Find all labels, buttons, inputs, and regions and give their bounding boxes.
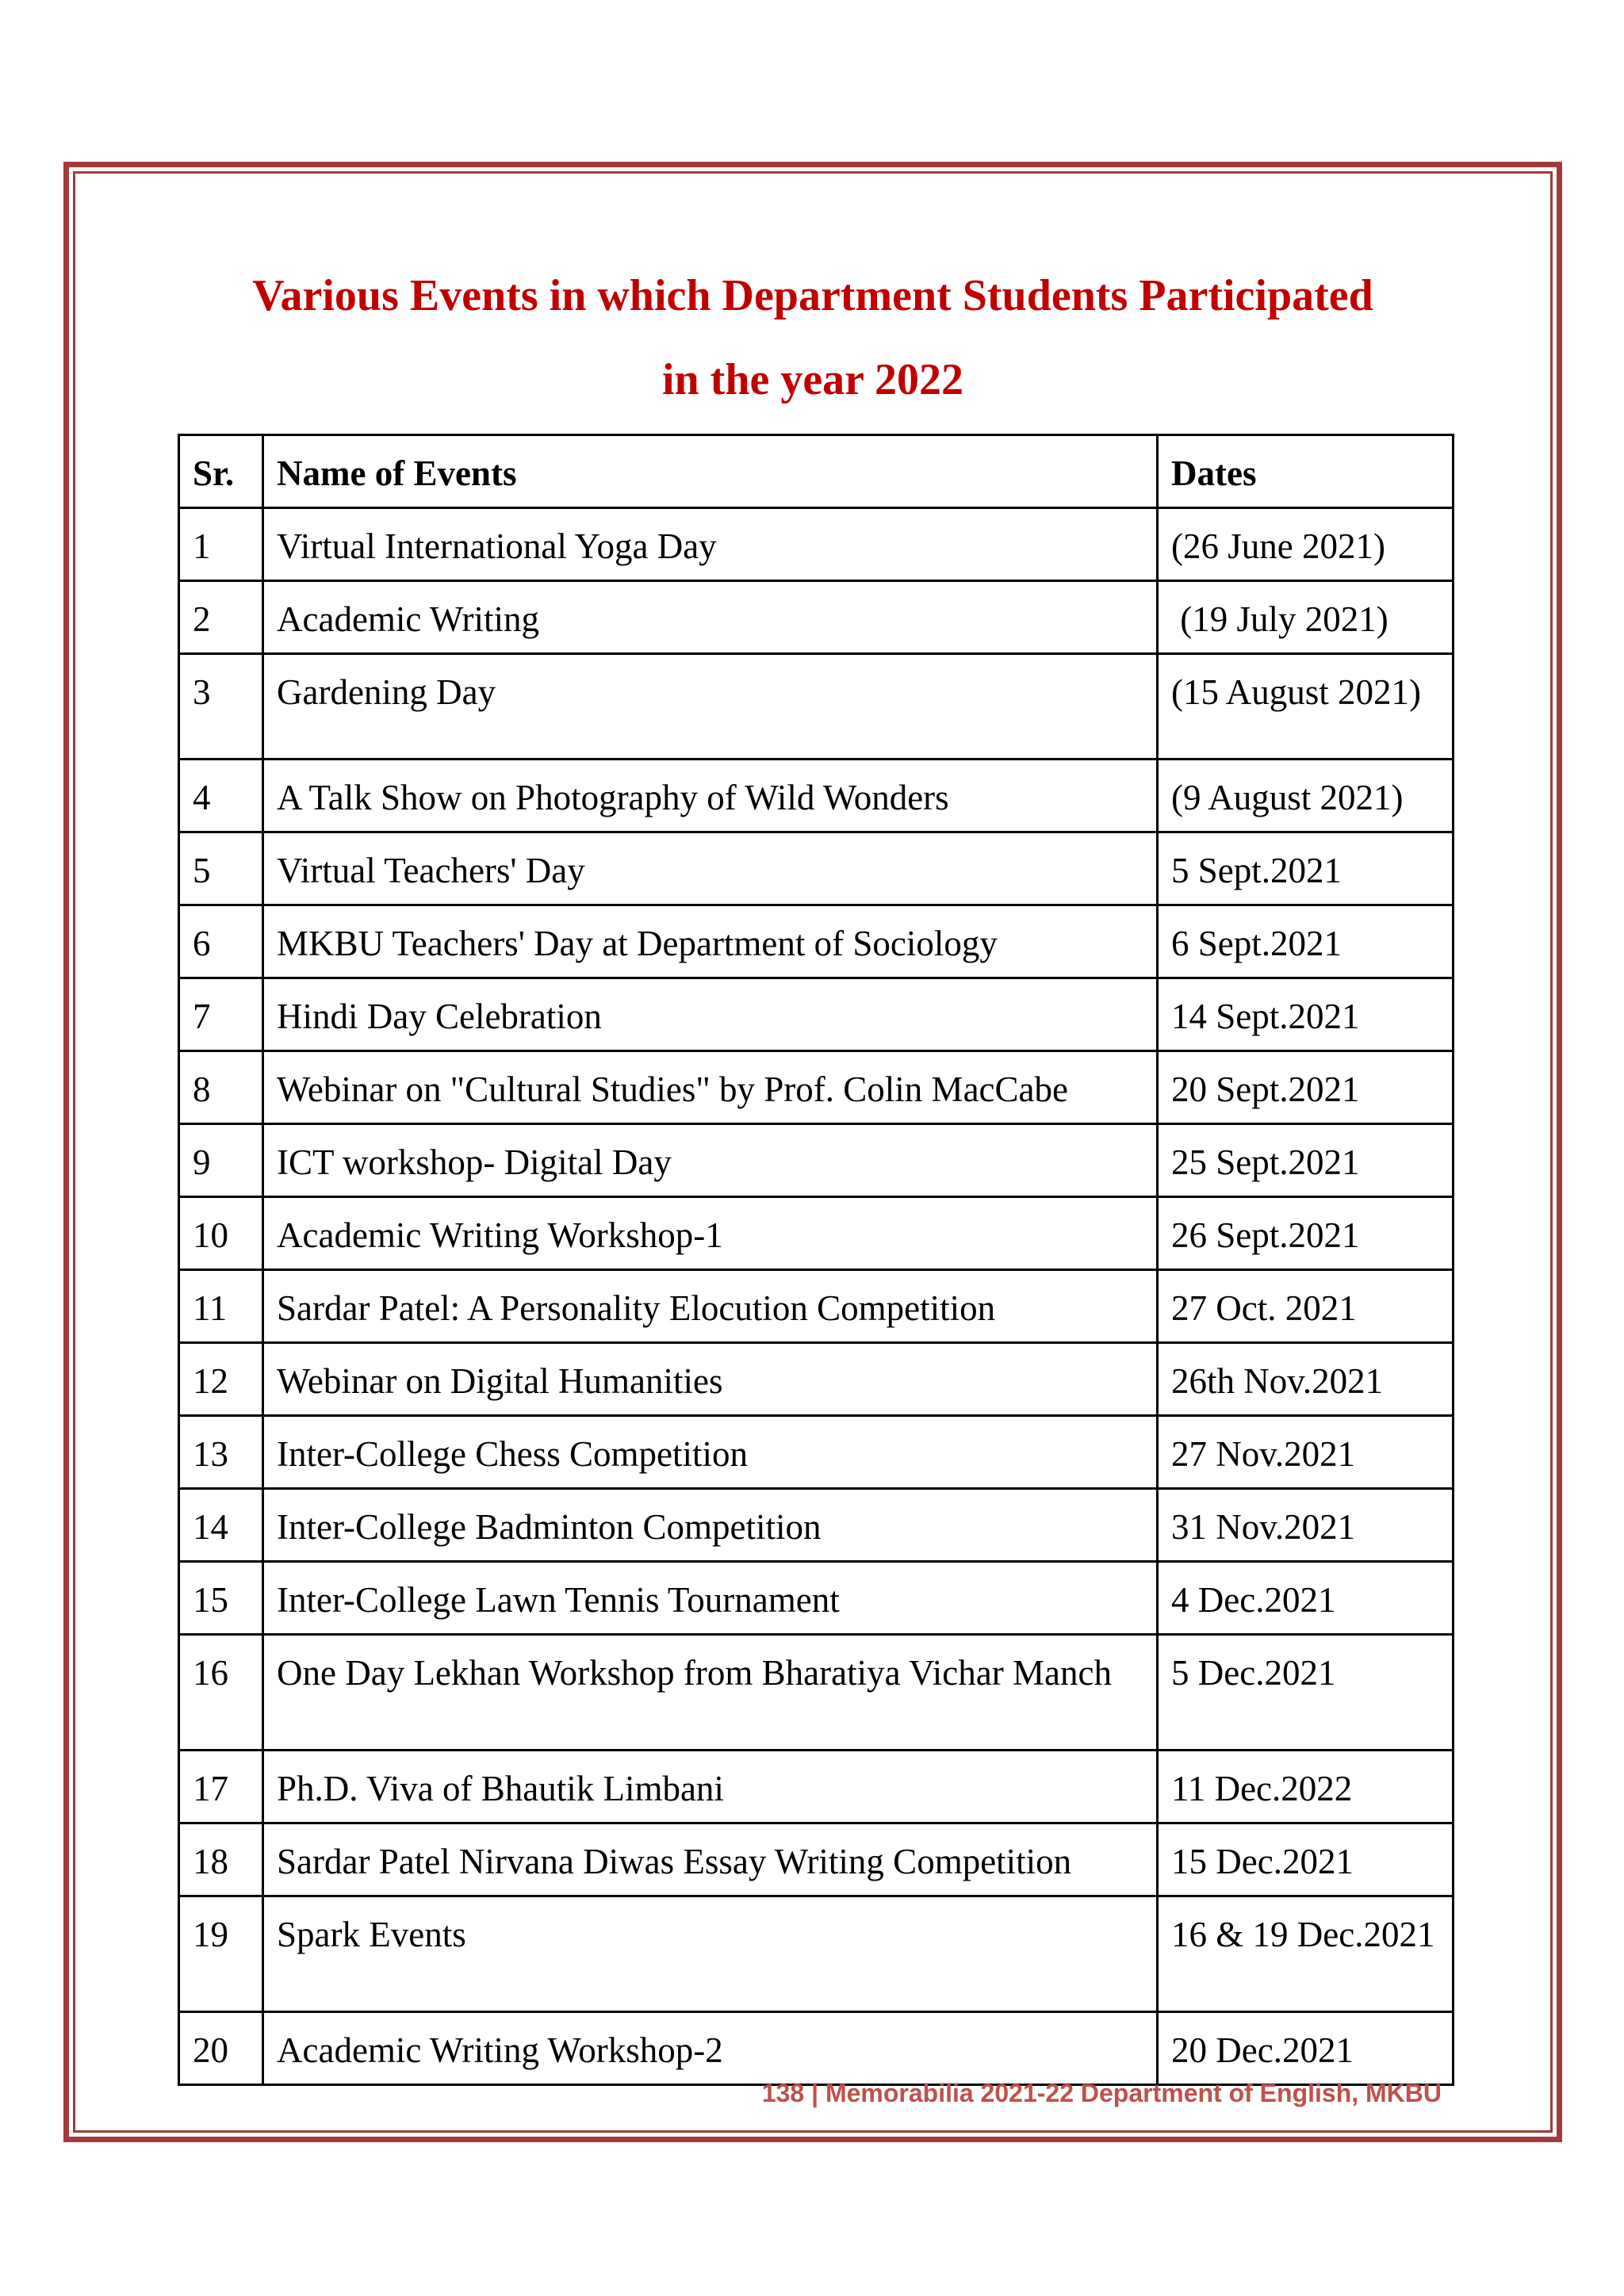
table-row <box>179 508 1454 581</box>
cell-event-name: Academic Writing Workshop-1 <box>263 1197 1158 1270</box>
table-row <box>179 654 1454 760</box>
cell-event-name: Sardar Patel: A Personality Elocution Competition <box>263 1270 1158 1343</box>
table-row <box>179 760 1454 832</box>
cell-event-name: MKBU Teachers' Day at Department of Sociology <box>263 905 1158 978</box>
cell-sr: 19 <box>179 1896 263 2012</box>
cell-event-name: One Day Lekhan Workshop from Bharatiya Vichar Manch <box>263 1635 1158 1751</box>
table-row <box>179 2012 1454 2085</box>
cell-date: 15 Dec.2021 <box>1158 1823 1454 1896</box>
cell-sr: 3 <box>179 654 263 760</box>
cell-sr: 15 <box>179 1562 263 1635</box>
cell-date: 5 Sept.2021 <box>1158 832 1454 905</box>
cell-date: 20 Dec.2021 <box>1158 2012 1454 2085</box>
cell-sr: 16 <box>179 1635 263 1751</box>
table-row <box>179 1124 1454 1197</box>
table-row <box>179 1562 1454 1635</box>
table-row <box>179 1823 1454 1896</box>
cell-sr: 20 <box>179 2012 263 2085</box>
cell-sr: 10 <box>179 1197 263 1270</box>
page-title-line-2: in the year 2022 <box>661 355 964 404</box>
table-row <box>179 1197 1454 1270</box>
cell-date: 16 & 19 Dec.2021 <box>1158 1896 1454 2012</box>
cell-date: 25 Sept.2021 <box>1158 1124 1454 1197</box>
cell-event-name: Inter-College Lawn Tennis Tournament <box>263 1562 1158 1635</box>
cell-sr: 9 <box>179 1124 263 1197</box>
cell-event-name: Gardening Day <box>263 654 1158 760</box>
table-header-row <box>179 435 1454 508</box>
cell-date: 11 Dec.2022 <box>1158 1751 1454 1823</box>
cell-date: 5 Dec.2021 <box>1158 1635 1454 1751</box>
cell-sr: 14 <box>179 1489 263 1562</box>
cell-sr: 12 <box>179 1343 263 1416</box>
cell-date: 31 Nov.2021 <box>1158 1489 1454 1562</box>
cell-event-name: Academic Writing Workshop-2 <box>263 2012 1158 2085</box>
header-dates: Dates <box>1158 435 1454 508</box>
cell-date: (9 August 2021) <box>1158 760 1454 832</box>
cell-event-name: Virtual International Yoga Day <box>263 508 1158 581</box>
cell-event-name: Hindi Day Celebration <box>263 978 1158 1051</box>
cell-event-name: A Talk Show on Photography of Wild Wonders <box>263 760 1158 832</box>
cell-event-name: Academic Writing <box>263 581 1158 654</box>
table-row <box>179 1051 1454 1124</box>
cell-date: 6 Sept.2021 <box>1158 905 1454 978</box>
cell-sr: 8 <box>179 1051 263 1124</box>
cell-event-name: Webinar on "Cultural Studies" by Prof. Colin MacCabe <box>263 1051 1158 1124</box>
cell-date: 27 Oct. 2021 <box>1158 1270 1454 1343</box>
page-footer: 138 | Memorabilia 2021-22 Department of English, MKBU <box>761 2079 1442 2107</box>
events-table <box>178 434 1454 2086</box>
cell-sr: 11 <box>179 1270 263 1343</box>
table-row <box>179 1489 1454 1562</box>
cell-date: 20 Sept.2021 <box>1158 1051 1454 1124</box>
cell-sr: 1 <box>179 508 263 581</box>
cell-date: 4 Dec.2021 <box>1158 1562 1454 1635</box>
cell-event-name: ICT workshop- Digital Day <box>263 1124 1158 1197</box>
cell-sr: 5 <box>179 832 263 905</box>
cell-event-name: Webinar on Digital Humanities <box>263 1343 1158 1416</box>
cell-sr: 13 <box>179 1416 263 1489</box>
cell-event-name: Spark Events <box>263 1896 1158 2012</box>
cell-sr: 7 <box>179 978 263 1051</box>
table-row <box>179 581 1454 654</box>
table-row <box>179 1416 1454 1489</box>
cell-date: (15 August 2021) <box>1158 654 1454 760</box>
table-row <box>179 1270 1454 1343</box>
table-row <box>179 1896 1454 2012</box>
table-row <box>179 905 1454 978</box>
cell-date: 26th Nov.2021 <box>1158 1343 1454 1416</box>
header-sr: Sr. <box>179 435 263 508</box>
cell-event-name: Inter-College Badminton Competition <box>263 1489 1158 1562</box>
page-title-line-1: Various Events in which Department Students Participated <box>252 271 1373 320</box>
cell-sr: 18 <box>179 1823 263 1896</box>
table-row <box>179 1343 1454 1416</box>
cell-event-name: Ph.D. Viva of Bhautik Limbani <box>263 1751 1158 1823</box>
cell-sr: 2 <box>179 581 263 654</box>
table-row <box>179 1635 1454 1751</box>
cell-date: 27 Nov.2021 <box>1158 1416 1454 1489</box>
cell-date: 14 Sept.2021 <box>1158 978 1454 1051</box>
cell-event-name: Sardar Patel Nirvana Diwas Essay Writing Competition <box>263 1823 1158 1896</box>
cell-sr: 17 <box>179 1751 263 1823</box>
table-row <box>179 832 1454 905</box>
table-row <box>179 1751 1454 1823</box>
cell-date: 26 Sept.2021 <box>1158 1197 1454 1270</box>
cell-date: (19 July 2021) <box>1158 581 1454 654</box>
cell-date: (26 June 2021) <box>1158 508 1454 581</box>
cell-sr: 6 <box>179 905 263 978</box>
header-name: Name of Events <box>263 435 1158 508</box>
cell-event-name: Inter-College Chess Competition <box>263 1416 1158 1489</box>
cell-event-name: Virtual Teachers' Day <box>263 832 1158 905</box>
table-row <box>179 978 1454 1051</box>
cell-sr: 4 <box>179 760 263 832</box>
